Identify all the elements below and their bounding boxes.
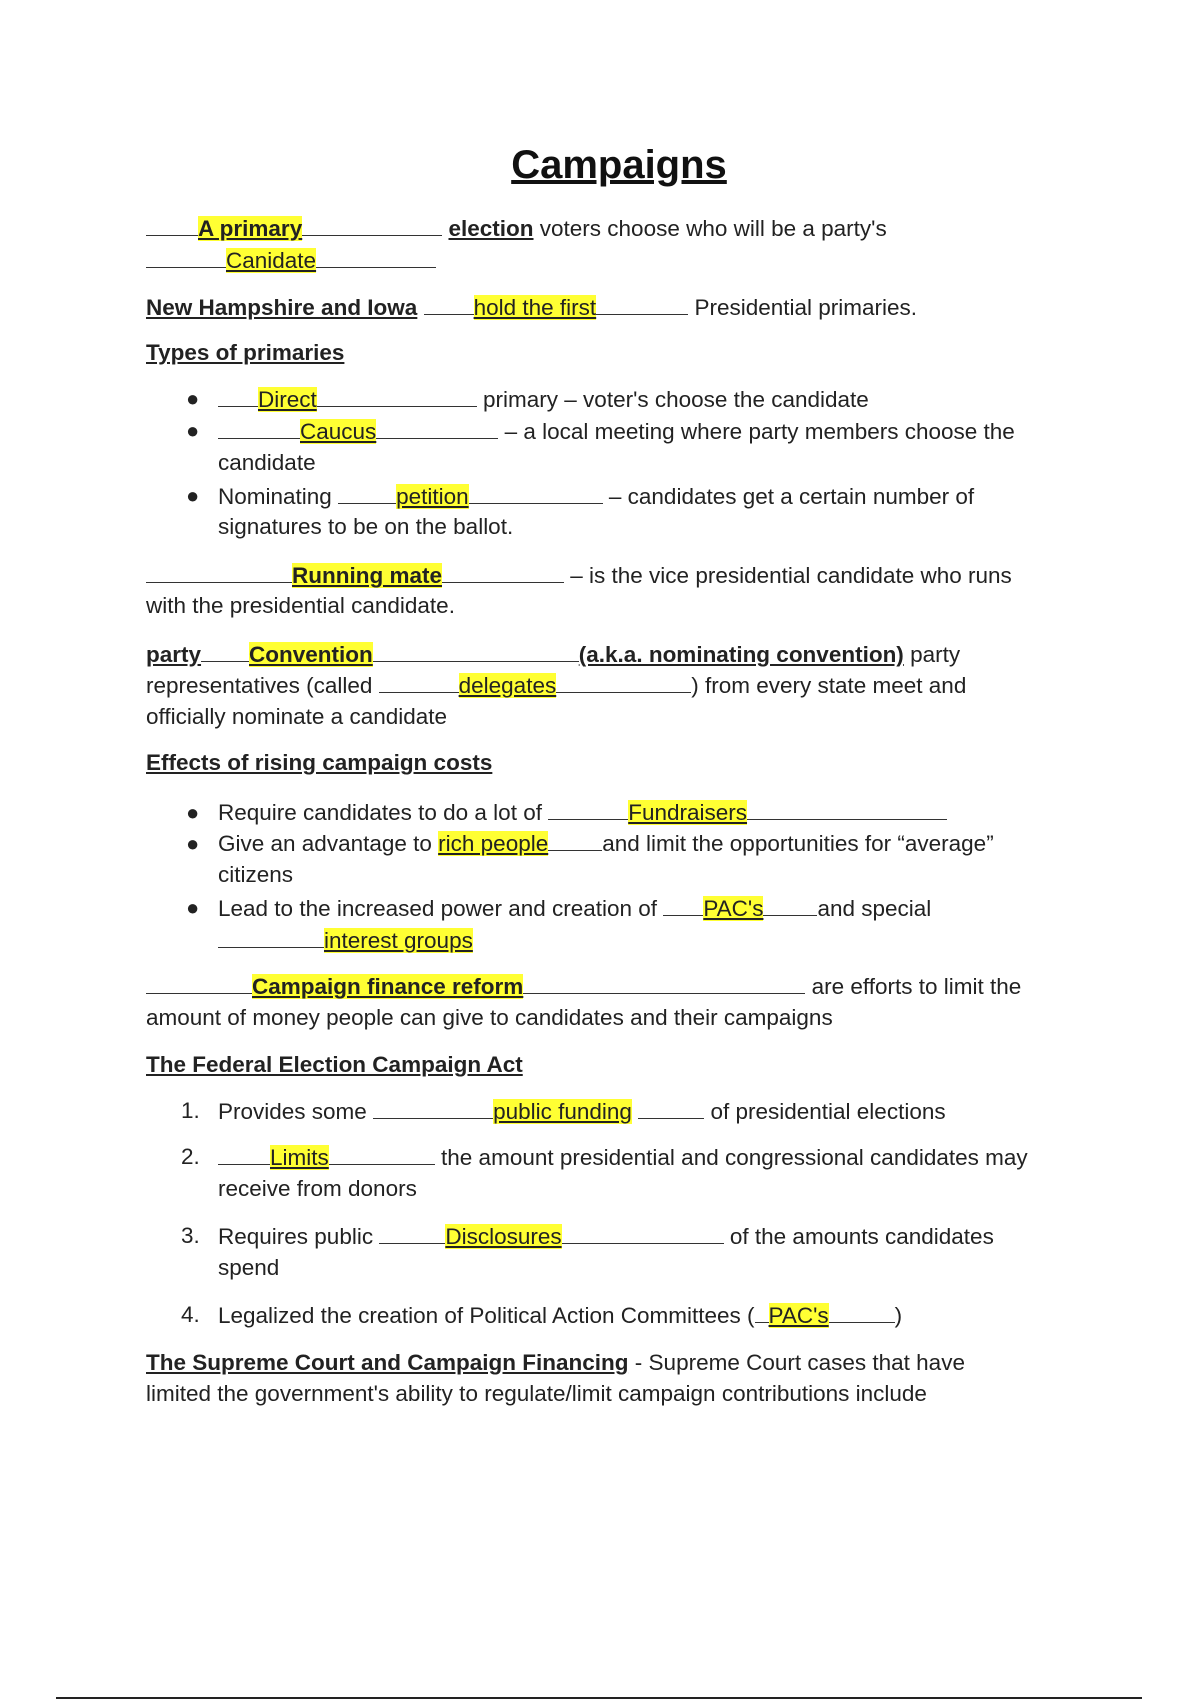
primary-answer: A primary <box>198 216 303 241</box>
effects-item2-answer: rich people <box>438 831 549 856</box>
convention-aka: (a.k.a. nominating convention) <box>578 642 904 667</box>
caucus-text: – a local meeting where party members choose the <box>504 419 1015 444</box>
nominating-prefix: Nominating <box>218 484 339 509</box>
effects-item1-prefix: Require candidates to do a lot of <box>218 800 549 825</box>
feca-item2-answer: Limits <box>270 1145 329 1170</box>
feca-item4-prefix: Legalized the creation of Political Action Committees ( <box>218 1303 755 1328</box>
feca-item-3 <box>218 1221 994 1252</box>
feca-item2-wrap: receive from donors <box>218 1176 417 1201</box>
bullet-icon: ● <box>186 831 200 856</box>
effects-item2-wrap: citizens <box>218 862 294 887</box>
direct-item <box>218 384 869 415</box>
feca-item3-rest: of the amounts candidates <box>729 1224 994 1249</box>
feca-item1-answer: public funding <box>493 1099 632 1124</box>
effects-item3-rest: and special <box>817 896 932 921</box>
effects-item2-prefix: Give an advantage to <box>218 831 439 856</box>
convention-party: party <box>146 642 202 667</box>
primary-term: election <box>448 216 534 241</box>
nominating-answer: petition <box>396 484 469 509</box>
nh-answer: hold the first <box>473 295 597 320</box>
candidate-answer: Canidate <box>226 248 317 273</box>
caucus-item <box>218 416 1015 447</box>
bullet-icon: ● <box>186 800 200 825</box>
feca-num-4: 4. <box>181 1302 200 1327</box>
primary-text: voters choose who will be a party's <box>533 216 887 241</box>
convention-answer: Convention <box>249 642 373 667</box>
feca-num-3: 3. <box>181 1223 200 1248</box>
nominating-wrap: signatures to be on the ballot. <box>218 514 514 539</box>
bullet-icon: ● <box>186 483 200 508</box>
reform-line-1 <box>146 971 1021 1002</box>
running-text: – is the vice presidential candidate who runs <box>570 563 1012 588</box>
running-line-1 <box>146 560 1012 591</box>
feca-item3-prefix: Requires public <box>218 1224 380 1249</box>
supreme-text: - Supreme Court cases that have <box>628 1350 965 1375</box>
nominating-text: – candidates get a certain number of <box>608 484 975 509</box>
feca-item4-close: ) <box>894 1303 903 1328</box>
bullet-icon: ● <box>186 386 200 411</box>
nominating-item <box>218 481 974 512</box>
direct-text: primary – voter's choose the candidate <box>483 387 869 412</box>
effects-heading: Effects of rising campaign costs <box>146 750 493 775</box>
convention-line-2 <box>146 670 966 701</box>
page-title: Campaigns <box>511 143 727 187</box>
feca-item3-answer: Disclosures <box>445 1224 562 1249</box>
convention-line2-rest: ) from every state meet and <box>691 673 967 698</box>
running-answer: Running mate <box>292 563 442 588</box>
nh-label: New Hampshire and Iowa <box>146 295 418 320</box>
supreme-wrap: limited the government's ability to regulate/limit campaign contributions include <box>146 1381 927 1406</box>
reform-text: are efforts to limit the <box>811 974 1022 999</box>
effects-item3-wrap <box>218 925 473 956</box>
convention-line-3: officially nominate a candidate <box>146 704 448 729</box>
caucus-wrap: candidate <box>218 450 316 475</box>
feca-item2-rest: the amount presidential and congressional candidates may <box>441 1145 1028 1170</box>
footer-divider <box>56 1697 1142 1699</box>
effects-item-2 <box>218 828 994 859</box>
feca-item-1 <box>218 1096 946 1127</box>
feca-heading: The Federal Election Campaign Act <box>146 1052 523 1077</box>
delegates-answer: delegates <box>458 673 557 698</box>
primary-line-1 <box>146 213 887 244</box>
interest-groups-answer: interest groups <box>324 928 473 953</box>
feca-item4-answer: PAC's <box>768 1303 829 1328</box>
reform-wrap: amount of money people can give to candidates and their campaigns <box>146 1005 833 1030</box>
feca-item1-rest: of presidential elections <box>710 1099 946 1124</box>
feca-item-4 <box>218 1300 902 1331</box>
convention-line-1 <box>146 639 960 670</box>
primary-line-2 <box>146 245 436 276</box>
feca-num-2: 2. <box>181 1144 200 1169</box>
effects-item2-rest: and limit the opportunities for “average” <box>602 831 994 856</box>
caucus-answer: Caucus <box>300 419 377 444</box>
nh-text: Presidential primaries. <box>694 295 918 320</box>
effects-item1-answer: Fundraisers <box>628 800 748 825</box>
effects-item-1 <box>218 797 947 828</box>
types-heading: Types of primaries <box>146 340 345 365</box>
nh-line <box>146 292 917 323</box>
feca-num-1: 1. <box>181 1098 200 1123</box>
reform-answer: Campaign finance reform <box>252 974 524 999</box>
effects-item-3 <box>218 893 931 924</box>
convention-line2-prefix: representatives (called <box>146 673 379 698</box>
supreme-heading: The Supreme Court and Campaign Financing <box>146 1350 629 1375</box>
bullet-icon: ● <box>186 895 200 920</box>
feca-item-2 <box>218 1142 1028 1173</box>
effects-item3-answer: PAC's <box>703 896 764 921</box>
direct-answer: Direct <box>258 387 317 412</box>
supreme-line-1 <box>146 1348 965 1378</box>
bullet-icon: ● <box>186 418 200 443</box>
effects-item3-prefix: Lead to the increased power and creation of <box>218 896 664 921</box>
convention-after: party <box>903 642 961 667</box>
feca-item1-prefix: Provides some <box>218 1099 374 1124</box>
feca-item3-wrap: spend <box>218 1255 280 1280</box>
running-wrap: with the presidential candidate. <box>146 593 455 618</box>
